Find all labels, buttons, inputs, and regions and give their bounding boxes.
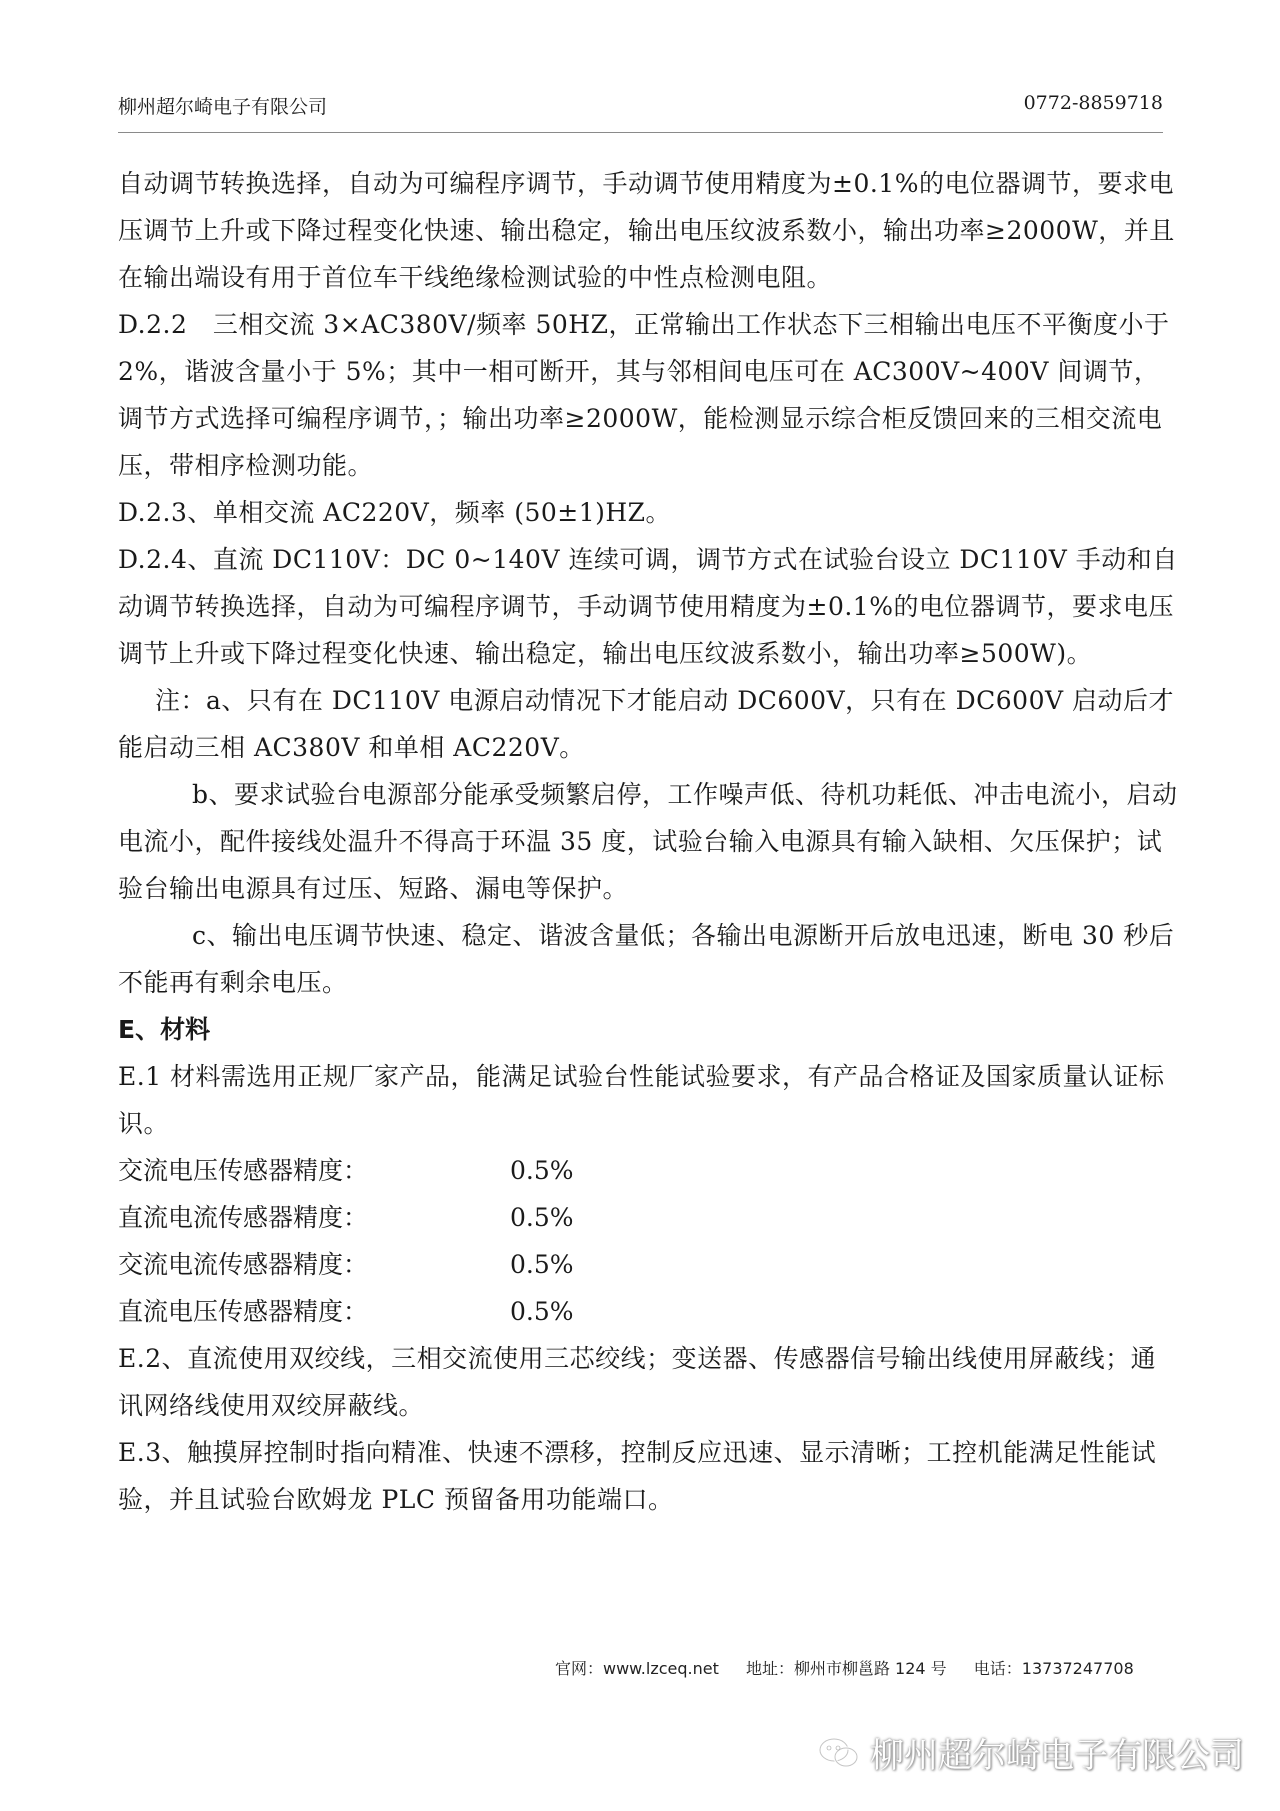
spec-label: 直流电流传感器精度： [118,1203,369,1232]
paragraph-d24: D.2.4、直流 DC110V：DC 0~140V 连续可调，调节方式在试验台设立 DC110V 手动和自动调节转换选择，自动为可编程序调节，手动调节使用精度为±0.1%的电位器调节，要求电压调节上升或下降过程变化快速、输出稳定，输出电压纹波系数小，输出功率≥500W)。 [118,545,1178,668]
note-a: 注：a、只有在 DC110V 电源启动情况下才能启动 DC600V，只有在 DC600V 启动后才能启动三相 AC380V 和单相 AC220V。 [118,686,1174,762]
paragraph-d23: D.2.3、单相交流 AC220V，频率 (50±1)HZ。 [118,498,672,527]
section-e-heading: E、材料 [118,1015,211,1044]
footer-address: 地址：柳州市柳邕路 124 号 [745,1659,947,1678]
spec-row [118,1194,1178,1241]
header-phone: 0772-8859718 [1023,92,1163,114]
spec-row [118,1241,1178,1288]
page-header [118,92,1163,133]
paragraph-e2: E.2、直流使用双绞线，三相交流使用三芯绞线；变送器、传感器信号输出线使用屏蔽线；通讯网络线使用双绞屏蔽线。 [118,1344,1157,1420]
spec-value: 0.5% [510,1297,574,1326]
header-company: 柳州超尔崎电子有限公司 [118,96,328,118]
document-body [118,160,1178,1523]
paragraph-e3: E.3、触摸屏控制时指向精准、快速不漂移，控制反应迅速、显示清晰；工控机能满足性能试验，并且试验台欧姆龙 PLC 预留备用功能端口。 [118,1438,1157,1514]
note-c: c、输出电压调节快速、稳定、谐波含量低；各输出电源断开后放电迅速，断电 30 秒后不能再有剩余电压。 [118,921,1175,997]
footer-website: 官网：www.lzceq.net [555,1659,719,1678]
paragraph-e1: E.1 材料需选用正规厂家产品，能满足试验台性能试验要求，有产品合格证及国家质量认证标识。 [118,1062,1165,1138]
note-b: b、要求试验台电源部分能承受频繁启停，工作噪声低、待机功耗低、冲击电流小，启动电流小，配件接线处温升不得高于环温 35 度，试验台输入电源具有输入缺相、欠压保护；试验台输出电源具有过压、短路、漏电等保护。 [118,780,1178,903]
footer-tel: 电话：13737247708 [973,1659,1134,1678]
spec-label: 交流电压传感器精度： [118,1156,369,1185]
spec-value: 0.5% [510,1203,574,1232]
spec-row [118,1288,1178,1335]
watermark-text: 柳州超尔崎电子有限公司 [870,1736,1244,1776]
paragraph-d22: D.2.2 三相交流 3×AC380V/频率 50HZ，正常输出工作状态下三相输出电压不平衡度小于 2%，谐波含量小于 5%；其中一相可断开，其与邻相间电压可在 AC300V~400V 间调节，调节方式选择可编程序调节，；输出功率≥2000W，能检测显示综合柜反馈回来的三相交流电压，带相序检测功能。 [118,310,1170,480]
wechat-watermark [818,1728,1244,1777]
spec-label: 交流电流传感器精度： [118,1250,369,1279]
spec-value: 0.5% [510,1156,574,1185]
spec-value: 0.5% [510,1250,574,1279]
spec-label: 直流电压传感器精度： [118,1297,369,1326]
paragraph-d21-continued: 自动调节转换选择，自动为可编程序调节，手动调节使用精度为±0.1%的电位器调节，要求电压调节上升或下降过程变化快速、输出稳定，输出电压纹波系数小，输出功率≥2000W，并且在输出端设有用于首位车干线绝缘检测试验的中性点检测电阻。 [118,169,1175,292]
page-footer [555,1656,1156,1679]
spec-row [118,1147,1178,1194]
wechat-icon [818,1735,860,1771]
